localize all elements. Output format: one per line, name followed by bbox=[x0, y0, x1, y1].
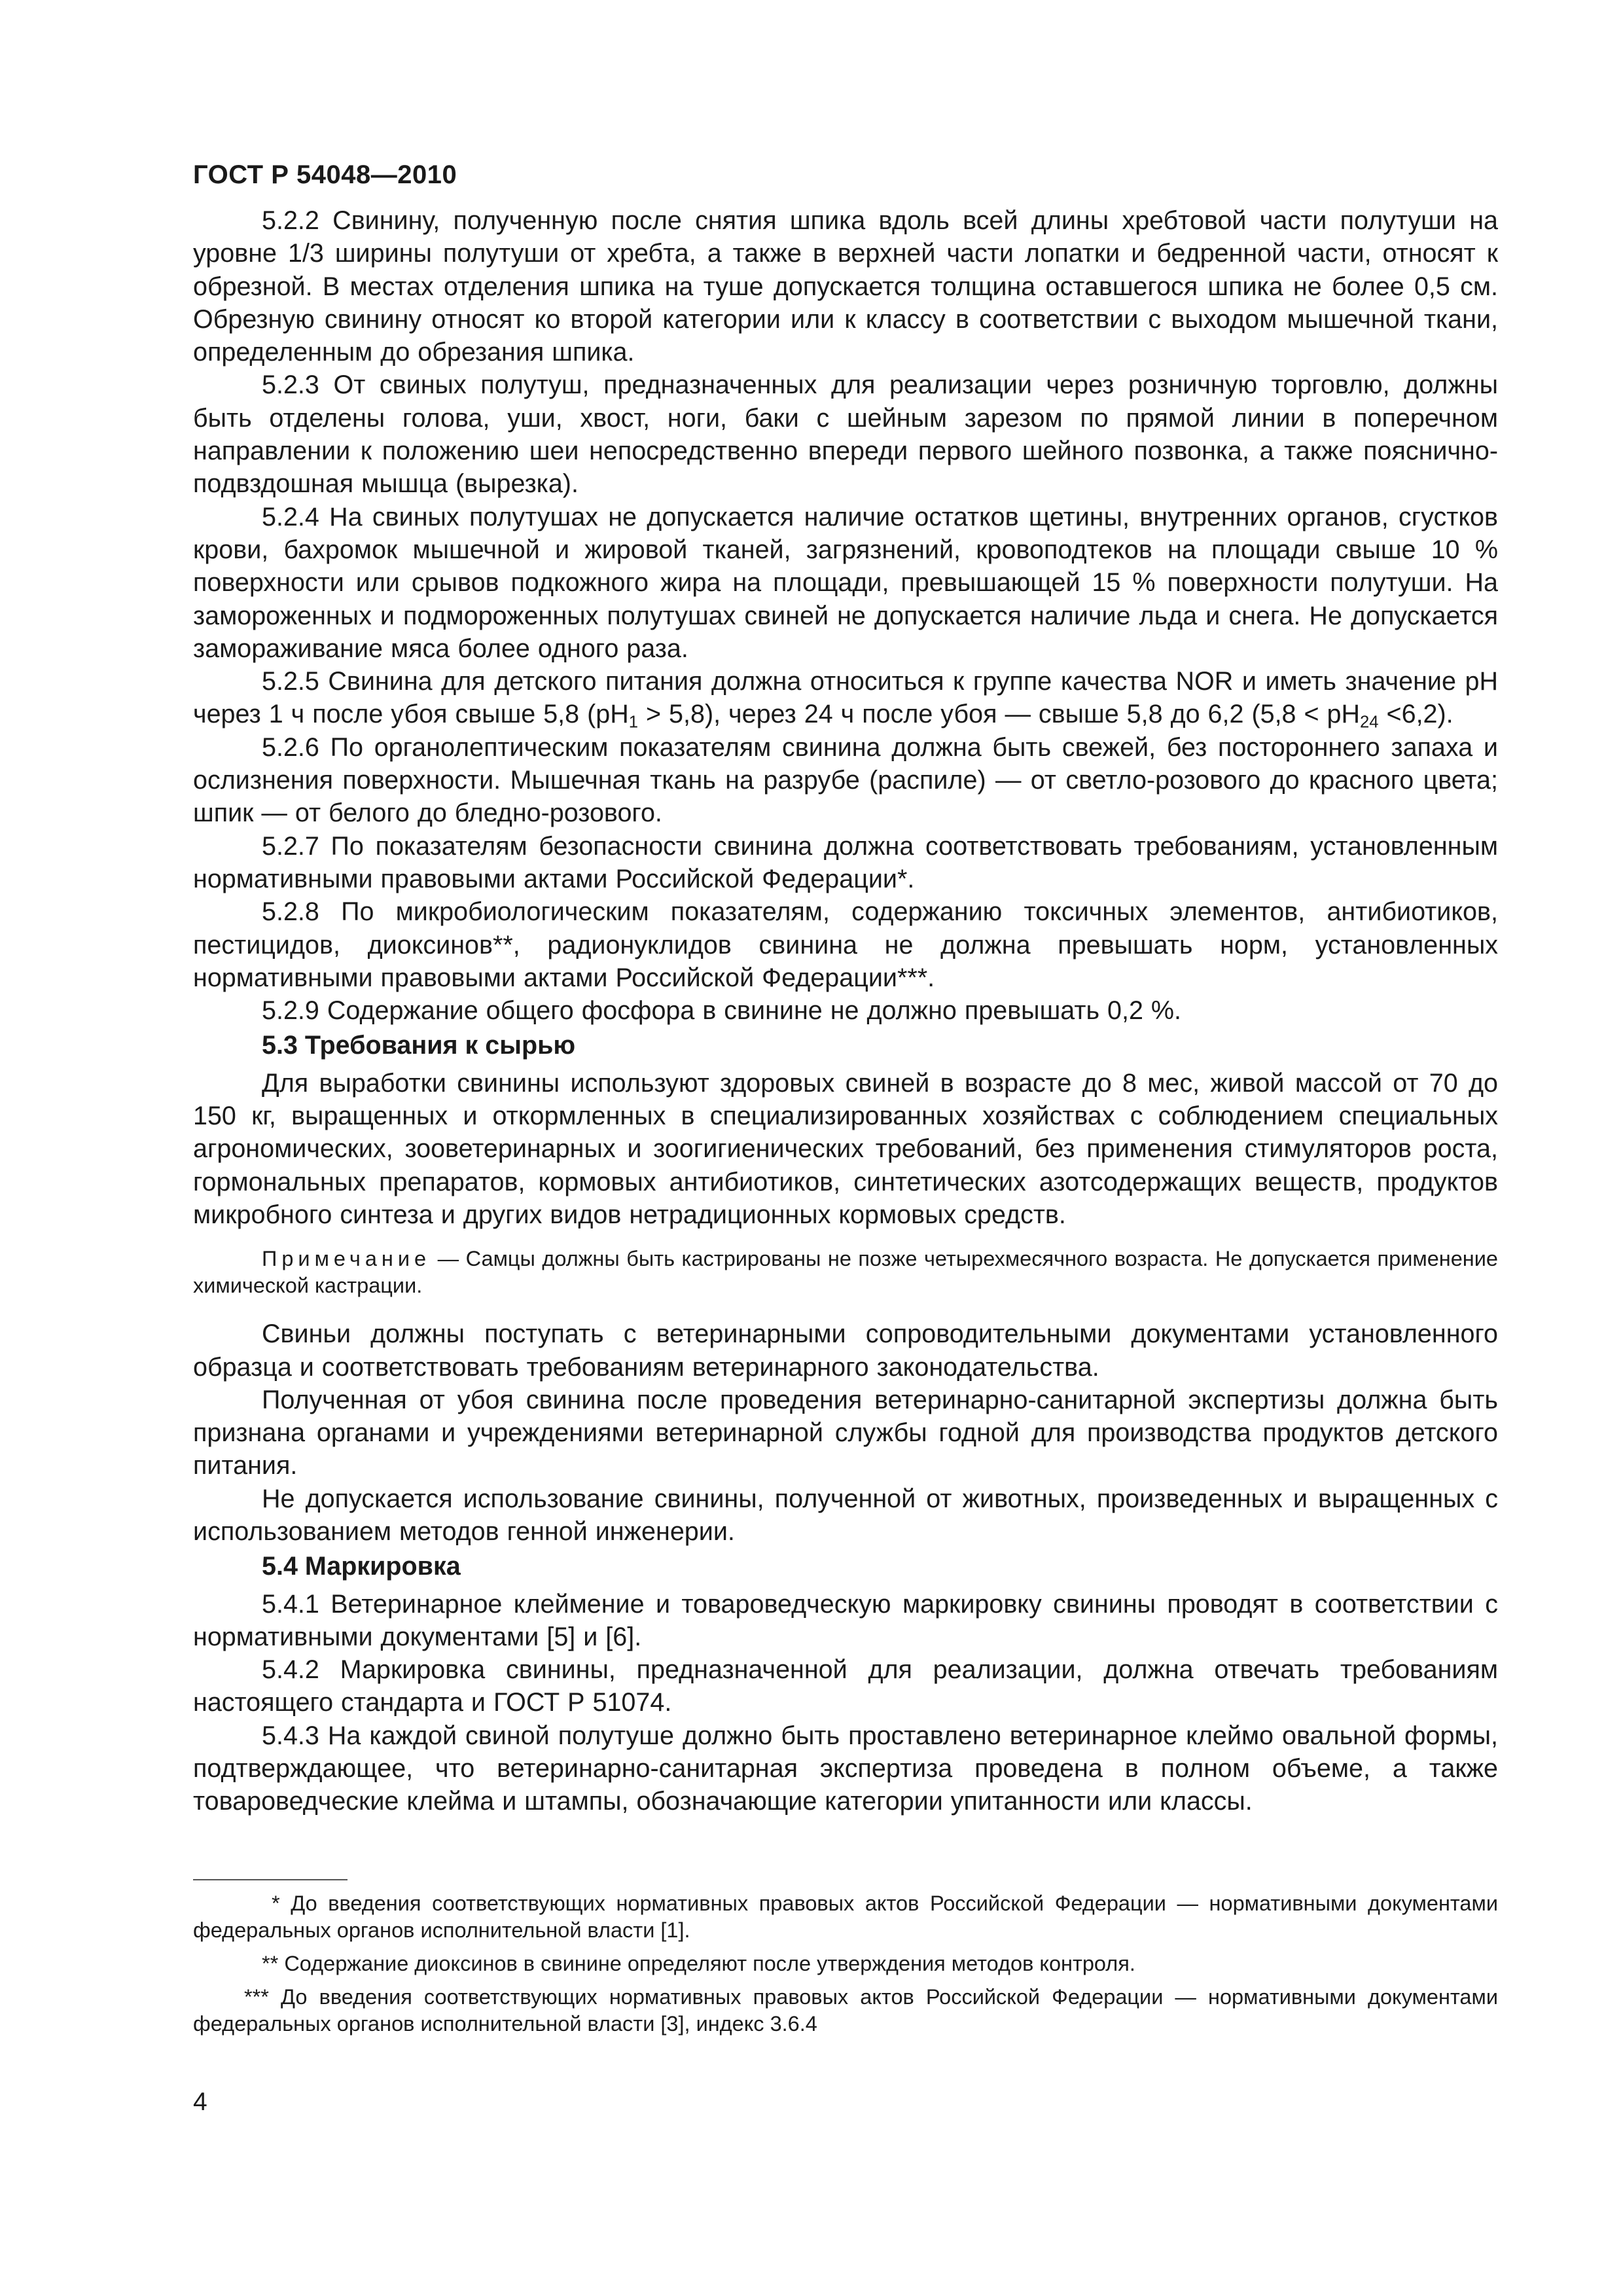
clause-5-2-3: 5.2.3 От свиных полутуш, предназначенных для реализации через розничную торговлю, должны быть отделены голова, уши, хвост, ноги, баки с шейным зарезом по прямой линии в поперечном направлении к положению шеи непосредственно впереди первого шейного позвонка, а также пояснично-подвздошная мышца (вырезка). bbox=[193, 370, 1498, 499]
clause-5-4-3: 5.4.3 На каждой свиной полутуше должно быть проставлено ветеринарное клеймо овальной формы, подтверждающее, что ветеринарно-санитарная экспертиза проведена в полном объеме, а также товароведческие клейма и штампы, обозначающие категории упитанности или классы. bbox=[193, 1721, 1498, 1816]
footnote-1: * До введения соответствующих нормативных правовых актов Российской Федерации — нормативными документами федеральных органов исполнительной власти [1]. bbox=[193, 1892, 1498, 1942]
main-content bbox=[193, 204, 1498, 1818]
clause-5-2-5-part-a: 5.2.5 Свинина для детского питания должна относиться к группе качества NOR и иметь значение pH через 1 ч после убоя свыше 5,8 (pH bbox=[193, 667, 1498, 729]
clause-5-2-5-part-b: > 5,8), через 24 ч после убоя — свыше 5,8 до 6,2 (5,8 < pH bbox=[638, 700, 1361, 729]
clause-5-2-7: 5.2.7 По показателям безопасности свинина должна соответствовать требованиям, установленным нормативными правовыми актами Российской Федерации*. bbox=[193, 831, 1498, 893]
footnote-2: ** Содержание диоксинов в свинине определяют после утверждения методов контроля. bbox=[262, 1952, 1135, 1975]
note-label: Примечание bbox=[262, 1247, 431, 1271]
ph-subscript-24: 24 bbox=[1360, 713, 1379, 732]
footnote-separator bbox=[193, 1879, 348, 1880]
clause-5-4-1: 5.4.1 Ветеринарное клеймение и товароведческую маркировку свинины проводят в соответствии с нормативными документами [5] и [6]. bbox=[193, 1589, 1498, 1651]
clause-5-2-8: 5.2.8 По микробиологическим показателям, содержанию токсичных элементов, антибиотиков, пестицидов, диоксинов**, радионуклидов свинина не должна превышать норм, установленных нормативными правовыми актами Российской Федерации***. bbox=[193, 897, 1498, 992]
section-5-3-paragraph-2: Свиньи должны поступать с ветеринарными сопроводительными документами установленного образца и соответствовать требованиям ветеринарного законодательства. bbox=[193, 1319, 1498, 1382]
page-number: 4 bbox=[193, 2088, 207, 2116]
ph-subscript-1: 1 bbox=[628, 713, 639, 732]
footnotes bbox=[193, 1890, 1498, 2044]
section-heading-5-4: 5.4 Маркировка bbox=[262, 1552, 461, 1581]
section-5-3-paragraph-3: Полученная от убоя свинина после проведения ветеринарно-санитарной экспертизы должна быть признана органами и учреждениями ветеринарной службы годной для производства продуктов детского питания. bbox=[193, 1385, 1498, 1480]
clause-5-2-5-part-c: <6,2). bbox=[1378, 700, 1454, 729]
section-5-3-paragraph-4: Не допускается использование свинины, полученной от животных, произведенных и выращенных с использованием методов генной инженерии. bbox=[193, 1484, 1498, 1546]
clause-5-2-9: 5.2.9 Содержание общего фосфора в свинине не должно превышать 0,2 %. bbox=[262, 996, 1181, 1026]
document-header: ГОСТ Р 54048—2010 bbox=[193, 160, 457, 189]
note-text: — Самцы должны быть кастрированы не позже четырехмесячного возраста. Не допускается применение химической кастрации. bbox=[193, 1247, 1498, 1298]
section-5-3-note bbox=[193, 1246, 1498, 1299]
clause-5-2-4: 5.2.4 На свиных полутушах не допускается наличие остатков щетины, внутренних органов, сгустков крови, бахромок мышечной и жировой тканей, загрязнений, кровоподтеков на площади свыше 10 % поверхности или срывов подкожного жира на площади, превышающей 15 % поверхности полутуши. На замороженных и подмороженных полутушах свиней не допускается наличие льда и снега. Не допускается замораживание мяса более одного раза. bbox=[193, 502, 1498, 663]
clause-5-2-5 bbox=[193, 665, 1498, 731]
section-heading-5-3: 5.3 Требования к сырью bbox=[262, 1031, 576, 1060]
footnote-3: *** До введения соответствующих нормативных правовых актов Российской Федерации — нормативными документами федеральных органов исполнительной власти [3], индекс 3.6.4 bbox=[193, 1985, 1498, 2036]
clause-5-2-6: 5.2.6 По органолептическим показателям свинина должна быть свежей, без постороннего запаха и ослизнения поверхности. Мышечная ткань на разрубе (распиле) — от светло-розового до красного цвета; шпик — от белого до бледно-розового. bbox=[193, 732, 1498, 828]
clause-5-4-2: 5.4.2 Маркировка свинины, предназначенной для реализации, должна отвечать требованиям настоящего стандарта и ГОСТ Р 51074. bbox=[193, 1655, 1498, 1717]
section-5-3-paragraph-1: Для выработки свинины используют здоровых свиней в возрасте до 8 мес, живой массой от 70 до 150 кг, выращенных и откормленных в специализированных хозяйствах с соблюдением специальных агрономических, зооветеринарных и зоогигиенических требований, без применения стимуляторов роста, гормональных препаратов, кормовых антибиотиков, синтетических азотсодержащих веществ, продуктов микробного синтеза и других видов нетрадиционных кормовых средств. bbox=[193, 1068, 1498, 1229]
clause-5-2-2: 5.2.2 Свинину, полученную после снятия шпика вдоль всей длины хребтовой части полутуши на уровне 1/3 ширины полутуши от хребта, а также в верхней части лопатки и бедренной части, относят к обрезной. В местах отделения шпика на туше допускается толщина оставшегося шпика не более 0,5 см. Обрезную свинину относят ко второй категории или к классу в соответствии с выходом мышечной ткани, определенным до обрезания шпика. bbox=[193, 206, 1498, 367]
